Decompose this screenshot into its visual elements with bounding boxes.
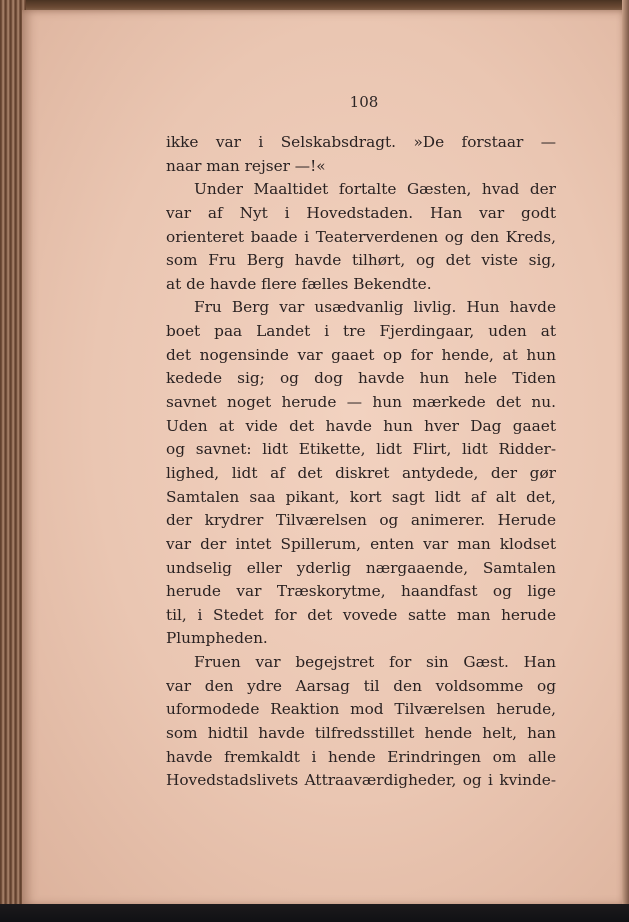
text-line: Samtalen saa pikant, kort sagt lidt af alt det, bbox=[166, 487, 556, 506]
text-line: Fruen var begejstret for sin Gæst. Han bbox=[194, 653, 556, 672]
page-right-edge bbox=[622, 0, 629, 922]
text-line: Uden at vide det havde hun hver Dag gaaet bbox=[166, 416, 556, 435]
text-line: der krydrer Tilværelsen og animerer. Herude bbox=[166, 511, 556, 530]
book-bottom-edge bbox=[0, 904, 629, 922]
text-line: Hovedstadslivets Attraaværdigheder, og i kvinde- bbox=[166, 771, 556, 790]
text-line: undselig eller yderlig nærgaaende, Samtalen bbox=[166, 558, 556, 577]
text-line: lighed, lidt af det diskret antydede, der gør bbox=[166, 463, 556, 482]
text-line: herude var Træskorytme, haandfast og lige bbox=[166, 582, 556, 601]
text-line: til, i Stedet for det vovede satte man herude bbox=[166, 605, 556, 624]
text-line: det nogensinde var gaaet op for hende, at hun bbox=[166, 345, 556, 364]
text-line: ikke var i Selskabsdragt. »De forstaar — bbox=[166, 133, 556, 151]
text-line: Fru Berg var usædvanlig livlig. Hun havde bbox=[194, 298, 556, 317]
text-line: var den ydre Aarsag til den voldsomme og bbox=[166, 676, 556, 695]
text-line: naar man rejser —!« bbox=[166, 156, 326, 175]
text-line: Plumpheden. bbox=[166, 629, 268, 648]
text-line: og savnet: lidt Etikette, lidt Flirt, lidt Ridder- bbox=[166, 440, 556, 459]
text-line: var der intet Spillerum, enten var man klodset bbox=[166, 534, 556, 553]
text-line: orienteret baade i Teaterverdenen og den Kreds, bbox=[166, 227, 556, 246]
text-line: savnet noget herude — hun mærkede det nu. bbox=[166, 393, 556, 412]
page-number: 108 bbox=[349, 93, 379, 111]
text-line: som Fru Berg havde tilhørt, og det viste sig, bbox=[166, 251, 556, 270]
text-line: boet paa Landet i tre Fjerdingaar, uden at bbox=[166, 322, 556, 341]
body-text bbox=[166, 131, 556, 793]
text-line: havde fremkaldt i hende Erindringen om alle bbox=[166, 747, 556, 766]
text-line: at de havde flere fælles Bekendte. bbox=[166, 274, 432, 293]
text-line: kedede sig; og dog havde hun hele Tiden bbox=[166, 369, 556, 388]
text-line: som hidtil havde tilfredsstillet hende helt, han bbox=[166, 724, 556, 743]
text-line: uformodede Reaktion mod Tilværelsen herude, bbox=[166, 700, 556, 719]
text-line: Under Maaltidet fortalte Gæsten, hvad der bbox=[194, 180, 556, 199]
text-line: var af Nyt i Hovedstaden. Han var godt bbox=[166, 203, 556, 222]
